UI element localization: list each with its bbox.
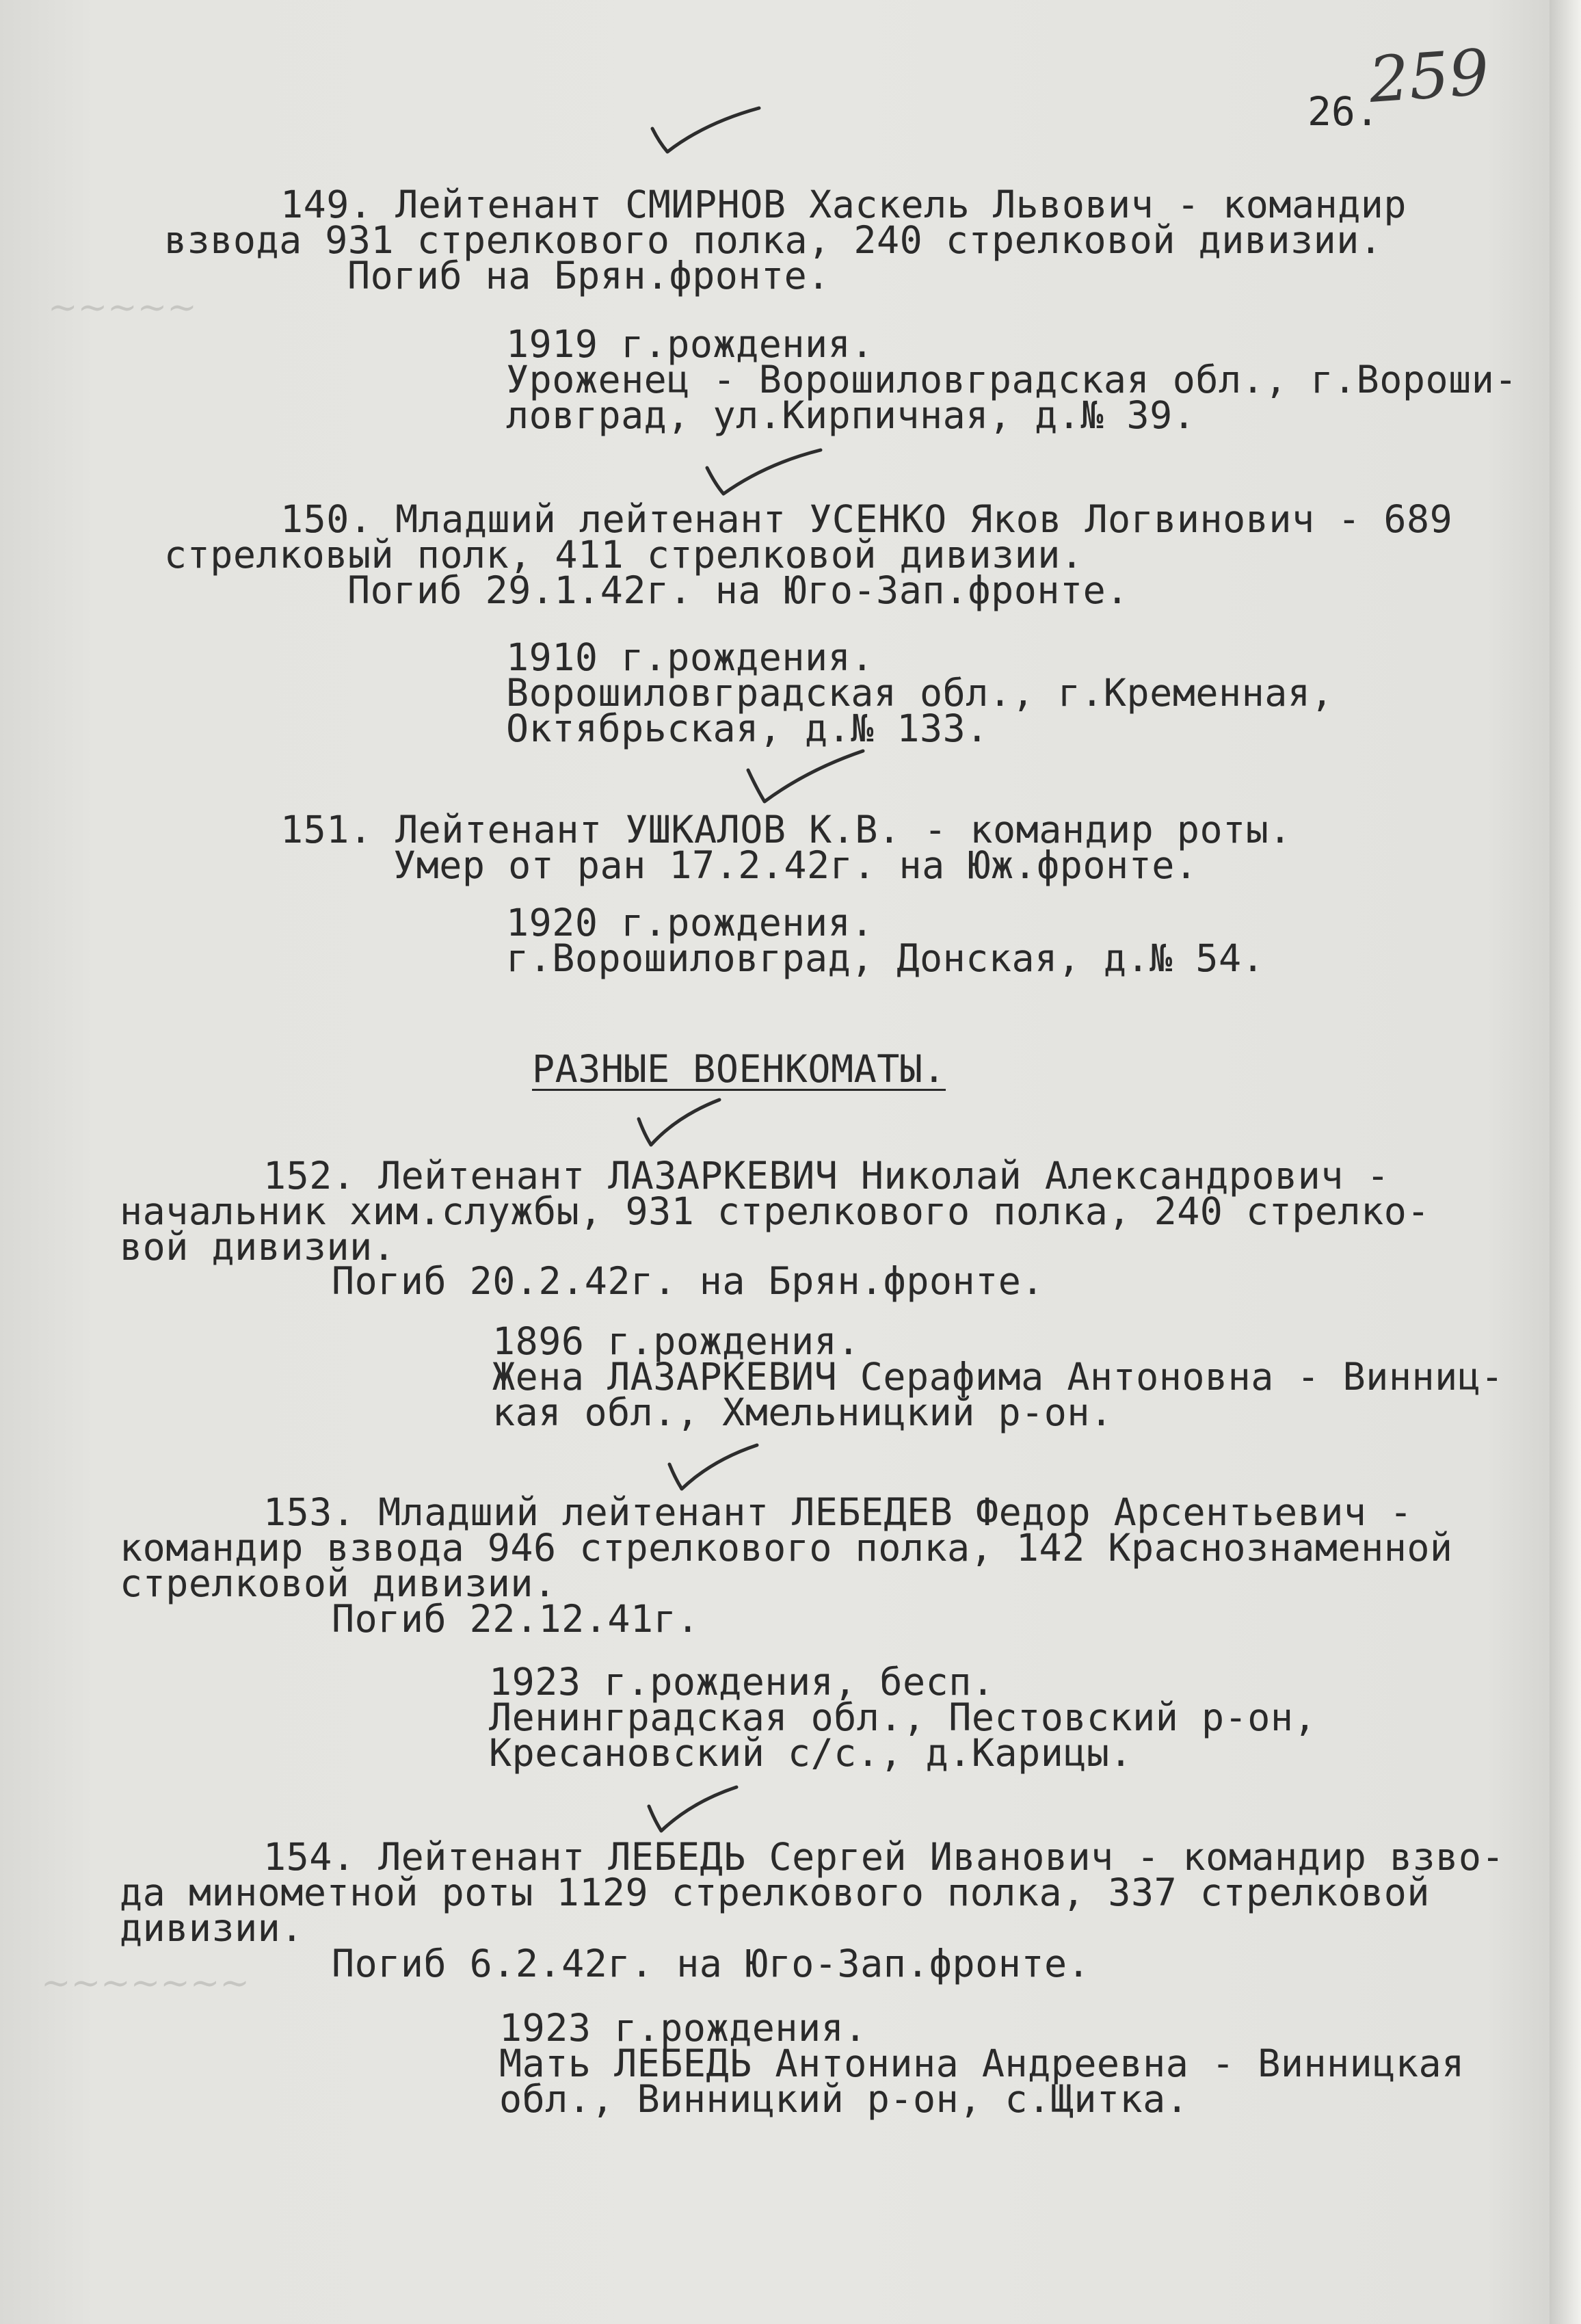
- info-line: 1923 г.рождения, бесп.: [489, 1660, 995, 1704]
- checkmark-icon: [650, 103, 766, 157]
- info-line: ловград, ул.Кирпичная, д.№ 39.: [506, 393, 1196, 437]
- info-line: 1919 г.рождения.: [506, 322, 874, 366]
- entry-line: 149. Лейтенант СМИРНОВ Хаскель Львович - командир: [280, 183, 1407, 226]
- entry-line: 150. Младший лейтенант УСЕНКО Яков Логвинович - 689: [280, 497, 1453, 541]
- entry-line: Погиб 6.2.42г. на Юго-Зап.фронте.: [332, 1942, 1091, 1985]
- entry-line: 154. Лейтенант ЛЕБЕДЬ Сергей Иванович - командир взво-: [263, 1835, 1505, 1879]
- entry-line: 151. Лейтенант УШКАЛОВ К.В. - командир роты.: [280, 808, 1292, 851]
- checkmark-icon: [745, 745, 868, 807]
- entry-line: вой дивизии.: [120, 1225, 396, 1269]
- page-edge: [1550, 0, 1581, 2324]
- entry-line: Погиб 20.2.42г. на Брян.фронте.: [332, 1259, 1044, 1303]
- info-line: Октябрьская, д.№ 133.: [506, 707, 989, 750]
- info-line: Жена ЛАЗАРКЕВИЧ Серафима Антоновна - Винниц-: [492, 1355, 1504, 1399]
- info-line: Ленинградская обл., Пестовский р-он,: [489, 1695, 1317, 1739]
- entry-line: Погиб на Брян.фронте.: [347, 254, 830, 298]
- bleed-through-mark: ~~~~~: [48, 287, 197, 328]
- entry-line: начальник хим.службы, 931 стрелкового полка, 240 стрелко-: [120, 1189, 1430, 1233]
- info-line: г.Ворошиловград, Донская, д.№ 54.: [506, 936, 1265, 980]
- entry-line: командир взвода 946 стрелкового полка, 142 Краснознаменной: [120, 1526, 1453, 1570]
- archive-folio-number: 259: [1366, 36, 1492, 117]
- entry-line: стрелковый полк, 411 стрелковой дивизии.: [164, 533, 1084, 577]
- checkmark-icon: [636, 1094, 725, 1149]
- entry-line: дивизии.: [120, 1906, 304, 1950]
- info-line: 1910 г.рождения.: [506, 635, 874, 679]
- entry-line: Погиб 29.1.42г. на Юго-Зап.фронте.: [347, 568, 1129, 612]
- info-line: Уроженец - Ворошиловградская обл., г.Вороши-: [506, 358, 1517, 401]
- entry-line: 153. Младший лейтенант ЛЕБЕДЕВ Федор Арсентьевич -: [263, 1490, 1413, 1534]
- info-line: 1923 г.рождения.: [499, 2006, 867, 2050]
- info-line: Ворошиловградская обл., г.Кременная,: [506, 671, 1334, 715]
- checkmark-icon: [704, 445, 827, 499]
- page-number: 26.: [1307, 88, 1379, 135]
- checkmark-icon: [667, 1440, 762, 1494]
- info-line: кая обл., Хмельницкий р-он.: [492, 1390, 1113, 1434]
- entry-line: Умер от ран 17.2.42г. на Юж.фронте.: [393, 843, 1198, 887]
- entry-line: 152. Лейтенант ЛАЗАРКЕВИЧ Николай Александрович -: [263, 1154, 1390, 1198]
- bleed-through-mark: ~~~~~~~: [41, 1963, 250, 2004]
- entry-line: взвода 931 стрелкового полка, 240 стрелковой дивизии.: [164, 218, 1383, 262]
- entry-line: да минометной роты 1129 стрелкового полка, 337 стрелковой: [120, 1871, 1430, 1914]
- checkmark-icon: [646, 1782, 742, 1836]
- section-heading: РАЗНЫЕ ВОЕНКОМАТЫ.: [532, 1047, 946, 1091]
- info-line: Кресановский с/с., д.Карицы.: [489, 1731, 1133, 1775]
- info-line: обл., Винницкий р-он, с.Щитка.: [499, 2077, 1189, 2121]
- info-line: Мать ЛЕБЕДЬ Антонина Андреевна - Винницкая: [499, 2042, 1465, 2085]
- info-line: 1920 г.рождения.: [506, 901, 874, 945]
- entry-line: Погиб 22.12.41г.: [332, 1597, 700, 1641]
- entry-line: стрелковой дивизии.: [120, 1561, 557, 1605]
- info-line: 1896 г.рождения.: [492, 1319, 860, 1363]
